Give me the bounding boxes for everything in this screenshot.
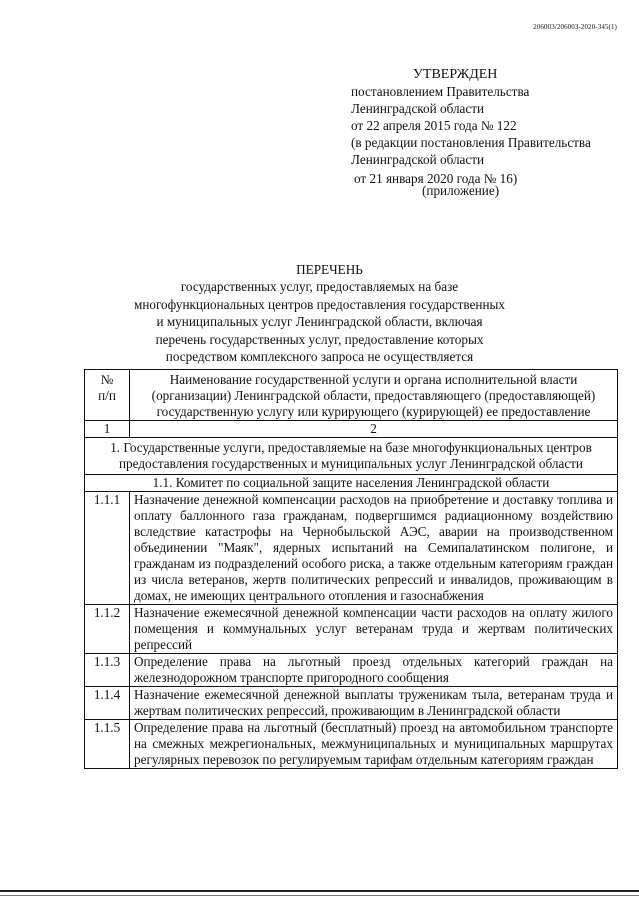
approval-line: от 21 января 2020 года № 16) [354,171,518,186]
approval-block [351,66,591,199]
scan-edge-line [0,890,639,892]
appendix-label: (приложение) [422,183,500,198]
row-text: Определение права на льготный проезд отдельных категорий граждан на железнодорожном транспорте пригородного сообщения [130,654,618,687]
table-row [85,720,618,769]
col-index-1: 1 [85,421,130,438]
title-line: государственных услуг, предоставляемых на базе [180,279,459,295]
approval-line: постановлением Правительства [351,84,530,99]
services-table [84,369,618,769]
table-row [85,492,618,605]
row-number: 1.1.3 [85,654,130,687]
title-line: перечень государственных услуг, предоставление которых [155,331,484,347]
row-text: Определение права на льготный (бесплатный) проезд на автомобильном транспорте на смежных межрегиональных, межмуниципальных и муниципальных маршрутах регулярных перевозок по регулируемым тарифам отдельным категориям граждан [130,720,618,769]
table-row [85,687,618,720]
section-row [85,438,618,475]
row-number: 1.1.1 [85,492,130,605]
document-title [0,261,639,365]
col-number-header: № п/п [85,370,130,421]
row-number: 1.1.4 [85,687,130,720]
row-number: 1.1.2 [85,605,130,654]
row-text: Назначение денежной компенсации расходов на приобретение и доставку топлива и оплату баллонного газа гражданам, подвергшимся радиационному воздействию вследствие катастрофы на Чернобыльской АЭС, аварии на производственном объединении "Маяк", ядерных испытаний на Семипалатинском полигоне, и гражданам из подразделений особого риска, а также отдельным категориям граждан из числа ветеранов, жертв политических репрессий и инвалидов, проживающим в домах, не имеющих центрального отопления и газоснабжения [130,492,618,605]
approval-heading: УТВЕРЖДЕН [413,67,498,82]
document-id: 206003/206003-2020-345(1) [533,23,617,31]
approval-line: Ленинградской области [351,101,485,116]
approval-line: от 22 апреля 2015 года № 122 [351,118,517,133]
section-heading: 1. Государственные услуги, предоставляемые на базе многофункциональных центров предоставления государственных и муниципальных услуг Ленинградской области [85,438,618,475]
column-index-row [85,421,618,438]
table-row [85,654,618,687]
col-index-2: 2 [130,421,618,438]
row-text: Назначение ежемесячной денежной компенсации части расходов на оплату жилого помещения и коммунальных услуг ветеранам труда и жертвам политических репрессий [130,605,618,654]
row-number: 1.1.5 [85,720,130,769]
subsection-heading: 1.1. Комитет по социальной защите населения Ленинградской области [85,475,618,492]
scan-edge-line [0,895,639,896]
approval-line: Ленинградской области [351,152,485,167]
title-line: и муниципальных услуг Ленинградской области, включая [156,314,483,330]
title-heading: ПЕРЕЧЕНЬ [296,262,363,277]
approval-line: (в редакции постановления Правительства [351,135,591,150]
row-text: Назначение ежемесячной денежной выплаты труженикам тыла, ветеранам труда и жертвам политических репрессий, проживающим в Ленинградской области [130,687,618,720]
table-row [85,605,618,654]
subsection-row [85,475,618,492]
title-line: посредством комплексного запроса не осуществляется [165,349,474,365]
title-line: многофункциональных центров предоставления государственных [133,296,506,312]
table-header-row [85,370,618,421]
col-name-header: Наименование государственной услуги и органа исполнительной власти (организации) Ленинградской области, предоставляющего (предоставляющей) государственную услугу или курирующего (курирующей) ее предоставление [130,370,618,421]
